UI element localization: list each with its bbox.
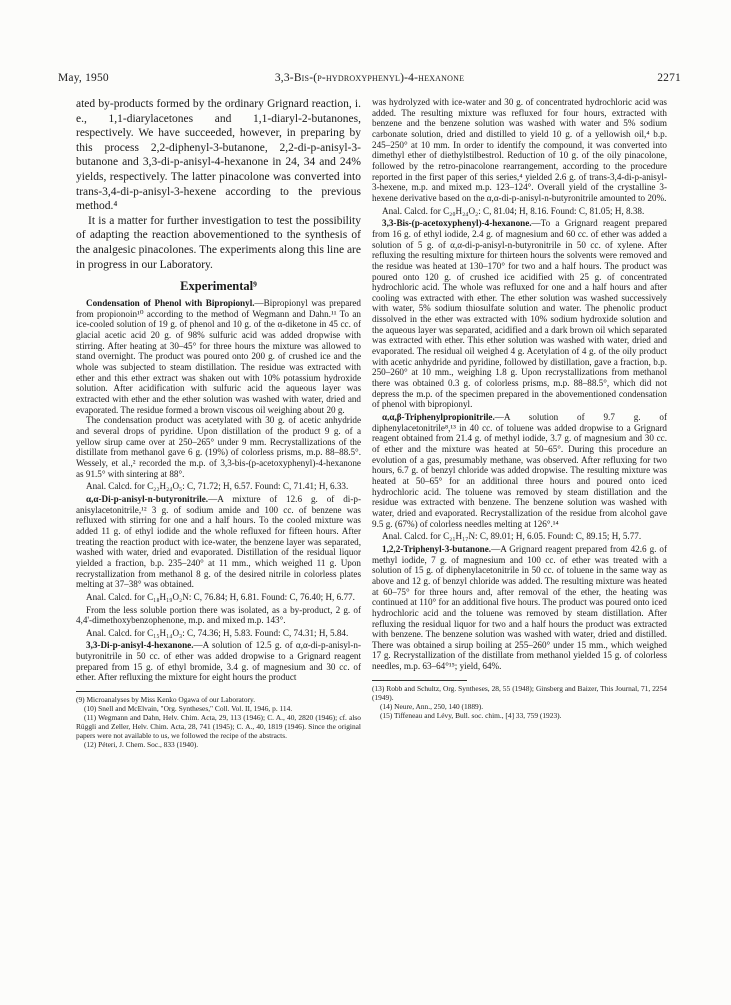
footnote: (15) Tiffeneau and Lévy, Bull. soc. chim., [4] 33, 759 (1923).: [380, 710, 562, 720]
footnote-rule: [372, 680, 467, 681]
analysis-line: Anal. Calcd. for C₁₈H₁₉O₂N: C, 76.84; H, 6.81. Found: C, 76.40; H, 6.77.: [86, 591, 355, 602]
intro-paragraph: ated by-products formed by the ordinary Grignard reaction, i. e., 1,1-diarylacetones and 1,1-diaryl-2-butanones, respectively. We have succeeded, however, in preparing by this process 2,2-diphenyl-3-butanone, 2,2-di-p-anisyl-3-butanone and 3,3-di-p-anisyl-4-hexanone in 24, 34 and 24% yields, respectively. The latter pinacolone was converted into trans-3,4-di-p-anisyl-3-hexene according to the previous method.⁴: [76, 98, 361, 213]
footnote: (10) Snell and McElvain, "Org. Syntheses," Coll. Vol. II, 1946, p. 114.: [84, 704, 293, 714]
footnote: (11) Wegmann and Dahn, Helv. Chim. Acta, 29, 113 (1946); C. A., 40, 2820 (1946); cf. also Rüggli and Zeller, Helv. Chim. Acta, 28, 741 (1945); C. A., 40, 1819 (1946). Since the original papers were not available to us, we followed the recipe of the abstracts.: [76, 713, 361, 741]
procedure-butyronitrile: [76, 494, 361, 590]
procedure-hexanone: [76, 640, 361, 683]
footnote: (13) Robb and Schultz, Org. Syntheses, 28, 55 (1948); Ginsberg and Baizer, This Journal, 71, 2254 (1949).: [372, 683, 667, 702]
running-head: [58, 72, 681, 88]
running-title: 3,3-Bis-(p-hydroxyphenyl)-4-hexanone: [274, 72, 465, 84]
procedure-heading: 1,2,2-Triphenyl-3-butanone.: [382, 543, 492, 554]
procedure-text: —Bipropionyl was prepared from propionoin¹⁰ according to the method of Wegmann and Dahn.¹¹ To an ice-cooled solution of 19 g. of phenol and 10 g. of the α-diketone in 45 cc. of glacial acetic acid 20 g. of 98% sulfuric acid was added dropwise with stirring. After heating at 30–45° for three hours the mixture was allowed to stand overnight. The product was poured onto 200 g. of crushed ice and the whole was subjected to steam distillation. The residue was extracted with ether and this ether extract was shaken out with 10% potassium hydroxide solution. After acidification with sulfuric acid the aqueous layer was extracted with ether and the ether solution was washed with water, dried and evaporated. The residue formed a brown viscous oil weighing about 20 g.: [76, 298, 361, 415]
page-number: 2271: [657, 72, 681, 84]
procedure-condensation: [76, 298, 361, 415]
analysis-line: Anal. Calcd. for C₂₀H₂₄O₂: C, 81.04; H, 8.16. Found: C, 81.05; H, 8.38.: [382, 205, 645, 216]
procedure-triphenylpropionitrile: [372, 412, 667, 529]
procedure-text: —A mixture of 12.6 g. of di-p-anisylacetonitrile,¹² 3 g. of sodium amide and 100 cc. of benzene was refluxed with stirring for one and a half hours. To the cooled mixture was added 11 g. of ethyl iodide and the whole refluxed for fifteen hours. After treating the reaction product with ice-water, the benzene layer was separated, washed with water, dried and evaporated. Distillation of the residual liquor yielded a fraction, b.p. 235–240° at 11 mm., which weighed 11 g. Upon recrystallization from methanol 8 g. of the desired nitrile in colorless plates melting at 37–38° was obtained.: [76, 493, 361, 590]
intro-paragraph-2: It is a matter for further investigation to test the possibility of adapting the reaction abovementioned to the synthesis of the analgesic pinacolones. The experiments along this line are in progress in our Laboratory.: [76, 214, 361, 271]
footnote: (9) Microanalyses by Miss Kenko Ogawa of our Laboratory.: [76, 695, 256, 705]
procedure-text: —To a Grignard reagent prepared from 16 g. of ethyl iodide, 2.4 g. of magnesium and 60 cc. of ether was added a solution of 5 g. of α,α-di-p-anisyl-n-butyronitrile in 50 cc. of xylene. After refluxing the resulting mixture for thirteen hours the solvents were removed and the residue was heated at 130–170° for two and a half hours. The product was poured onto 120 g. of crushed ice acidified with 25 g. of concentrated hydrochloric acid. The whole was refluxed for one and a half hours and after cooling was extracted with ether. The ether solution was washed successively with water, 5% sodium thiosulfate solution and water. The phenolic product dissolved in the ether was extracted with 10% sodium hydroxide solution and the aqueous layer was separated, acidified and a dark brown oil which separated was extracted with ether. This ether solution was washed with water, dried and evaporated. The residual oil weighed 4 g. Acetylation of 4 g. of the oily product with acetic anhydride and pyridine, followed by distillation, gave a fraction, b.p. 250–260° at 10 mm., weighing 1.8 g. Upon recrystallizations from methanol there was obtained 0.3 g. of colorless prisms, m.p. 88–88.5°, which did not depress the m.p. of the specimen prepared in the abovementioned condensation of phenol with bipropionyl.: [372, 218, 667, 410]
footnote: (14) Neure, Ann., 250, 140 (1889).: [380, 701, 484, 711]
procedure-acetylation: The condensation product was acetylated with 30 g. of acetic anhydride and several drops of pyridine. Upon distillation of the product 9 g. of a yellow sirup came over at 250–265° under 9 mm. Recrystallizations of the distillate from methanol gave 6 g. (19%) of colorless prisms, m.p. 88–88.5°. Wessely, et al.,² recorded the m.p. of 3,3-bis-(p-acetoxyphenyl)-4-hexanone as 91.5° with sintering at 88°.: [76, 415, 361, 479]
right-column: [372, 97, 667, 720]
procedure-text: —A solution of 9.7 g. of diphenylacetonitrile⁸,¹³ in 40 cc. of toluene was added dropwise to a Grignard reagent obtained from 21.4 g. of methyl iodide, 3.7 g. of magnesium and 30 cc. of ether and the mixture was heated at 50–65°. During this procedure an evolution of a gas, presumably methane, was observed. After refluxing for two hours, 6.7 g. of benzyl chloride was added dropwise. The resulting mixture was heated at 50–65° for an additional three hours and poured onto iced hydrochloric acid. The toluene was removed by steam distillation and the residue was extracted with benzene. The benzene solution was washed with water, dried and evaporated. Recrystallization of the residue from alcohol gave 9.5 g. (67%) of colorless needles melting at 126°.¹⁴: [372, 412, 667, 529]
procedure-heading: Condensation of Phenol with Bipropionyl.: [86, 298, 255, 309]
procedure-continuation: was hydrolyzed with ice-water and 30 g. of concentrated hydrochloric acid was added. The resulting mixture was refluxed for four hours, extracted with benzene and the benzene solution was washed with water and 5% sodium carbonate solution, dried and distilled to yield 10 g. of a yellowish oil,⁴ b.p. 245–250° at 10 mm. In order to identify the compound, it was converted into dimethyl ether of diethylstilbestrol. Reduction of 10 g. of the oily pinacolone, followed by the retro-pinacolone rearrangement, according to the procedure reported in the first paper of this series,⁴ yielded 2.6 g. of trans-3,4-di-p-anisyl-3-hexene, m.p. and mixed m.p. 123–124°. Overall yield of the crystalline 3-hexene derivative based on the α,α-di-p-anisyl-n-butyronitrile amounted to 20%.: [372, 97, 667, 203]
procedure-heading: 3,3-Bis-(p-acetoxyphenyl)-4-hexanone.: [382, 218, 532, 229]
procedure-triphenylbutanone: [372, 544, 667, 672]
procedure-heading: α,α,β-Triphenylpropionitrile.: [382, 412, 495, 423]
issue-date: May, 1950: [58, 72, 109, 84]
footnote-rule: [76, 691, 171, 692]
footnote: (12) Péteri, J. Chem. Soc., 833 (1940).: [84, 740, 199, 750]
analysis-line: Anal. Calcd. for C₂₁H₁₇N: C, 89.01; H, 6.05. Found: C, 89.15; H, 5.77.: [382, 531, 642, 542]
procedure-heading: α,α-Di-p-anisyl-n-butyronitrile.: [86, 493, 209, 504]
byproduct-paragraph: From the less soluble portion there was isolated, as a by-product, 2 g. of 4,4'-dimethoxybenzophenone, m.p. and mixed m.p. 143°.: [76, 604, 361, 626]
procedure-bis-acetoxyphenyl: [372, 218, 667, 410]
analysis-line: Anal. Calcd. for C₂₂H₂₄O₅: C, 71.72; H, 6.57. Found: C, 71.41; H, 6.33.: [86, 481, 349, 492]
analysis-line: Anal. Calcd. for C₁₅H₁₄O₃: C, 74.36; H, 5.83. Found: C, 74.31; H, 5.84.: [86, 627, 349, 638]
section-heading-experimental: Experimental⁹: [180, 279, 257, 294]
procedure-text: —A solution of 12.5 g. of α,α-di-p-anisyl-n-butyronitrile in 50 cc. of ether was added dropwise to a Grignard reagent prepared from 15 g. of ethyl bromide, 3.4 g. of magnesium and 30 cc. of ether. After refluxing the mixture for eight hours the product: [76, 640, 361, 683]
left-column: [76, 97, 361, 749]
procedure-text: —A Grignard reagent prepared from 42.6 g. of methyl iodide, 7 g. of magnesium and 100 cc. of ether was treated with a solution of 15 g. of diphenylacetonitrile in 50 cc. of toluene in the same way as above and 12 g. of benzyl chloride was added. The resulting mixture was heated at 60–75° for three hours and, after removal of the ether, the heating was continued at 110° for an additional five hours. The product was poured onto iced hydrochloric acid and the toluene was removed by steam distillation. After refluxing the residual liquor for two and a half hours the product was extracted with benzene. The benzene solution was washed with water, dried and distilled. There was obtained a sirup boiling at 255–260° under 15 mm., which weighed 17 g. Recrystallization of the distillate from methanol yielded 15 g. of colorless needles, m.p. 63–64°¹⁵; yield, 64%.: [372, 543, 667, 672]
procedure-heading: 3,3-Di-p-anisyl-4-hexanone.: [86, 640, 194, 651]
